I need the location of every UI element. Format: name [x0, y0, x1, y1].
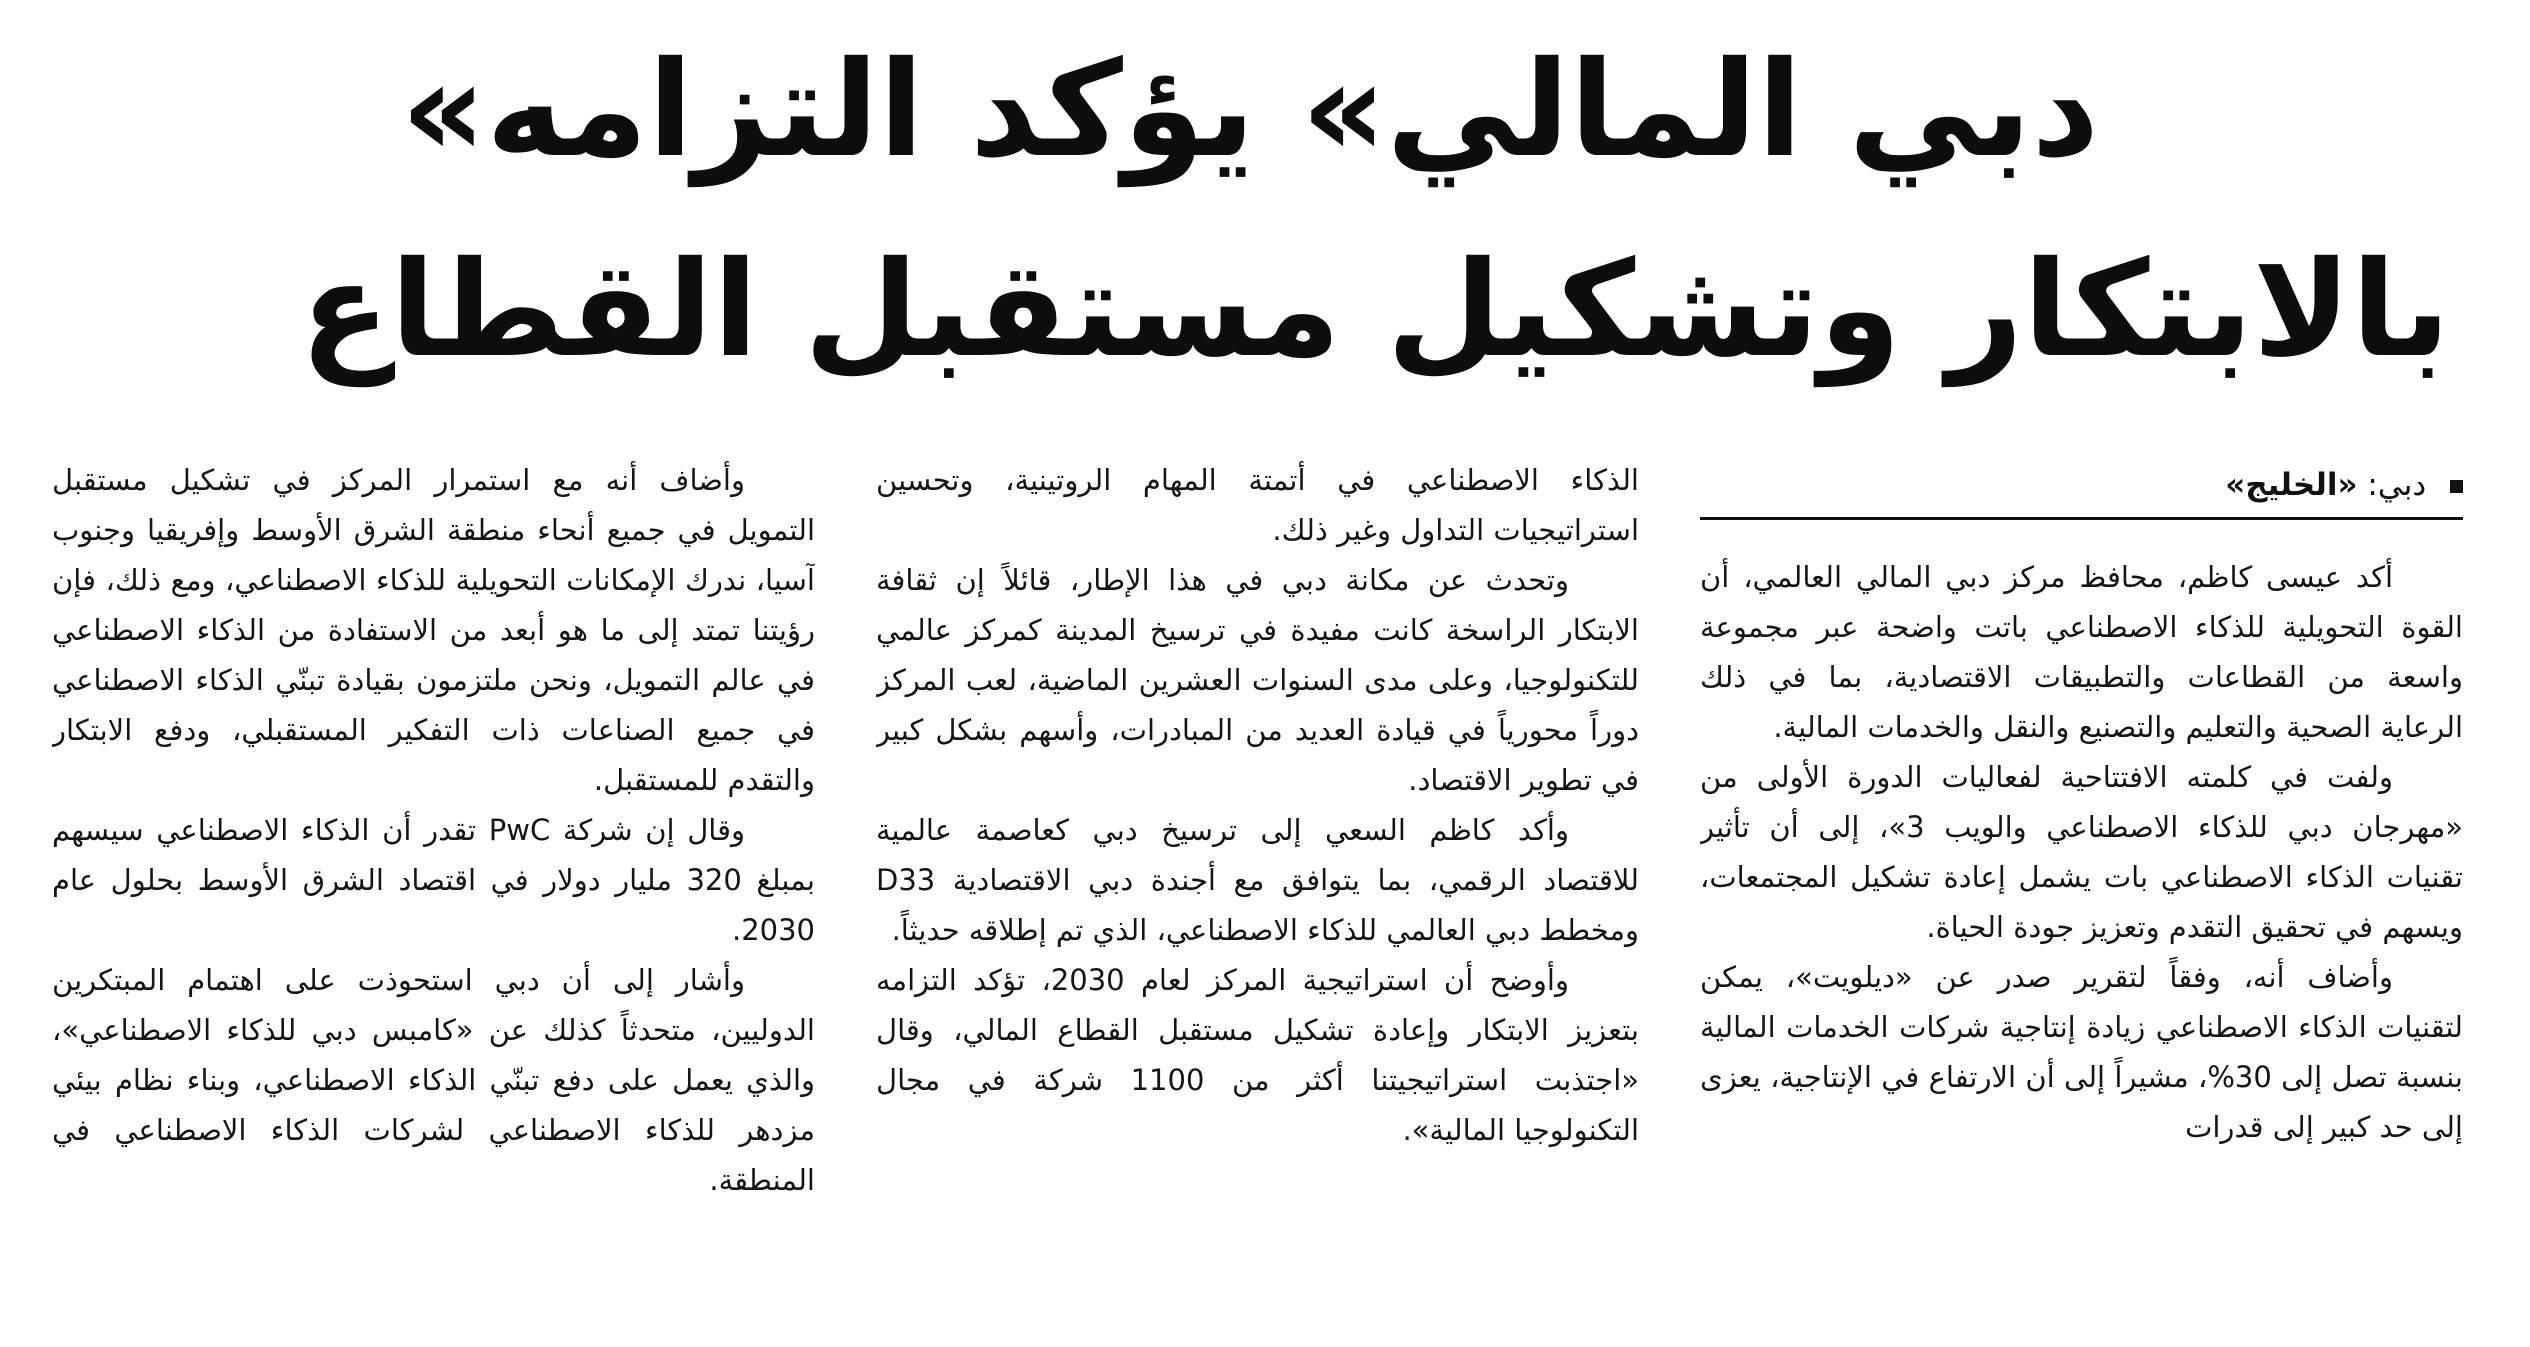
headline-line-2: بالابتكار وتشكيل مستقبل القطاع: [300, 233, 2451, 387]
article-paragraph: وأوضح أن استراتيجية المركز لعام 2030، تؤكد التزامه بتعزيز الابتكار وإعادة تشكيل مستقبل القطاع المالي، وقال «اجتذبت استراتيجيتنا أكثر من 1100 شركة في مجال التكنولوجيا المالية».: [876, 963, 1639, 1147]
article-paragraph: وأشار إلى أن دبي استحوذت على اهتمام المبتكرين الدوليين، متحدثاً كذلك عن «كامبس دبي للذكاء الاصطناعي»، والذي يعمل على دفع تبنّي الذكاء الاصطناعي، وبناء نظام بيئي مزدهر للذكاء الاصطناعي لشركات الذكاء الاصطناعي في المنطقة.: [52, 963, 815, 1197]
article-paragraph: وتحدث عن مكانة دبي في هذا الإطار، قائلاً إن ثقافة الابتكار الراسخة كانت مفيدة في ترسيخ المدينة كمركز عالمي للتكنولوجيا، وعلى مدى السنوات العشرين الماضية، لعب المركز دوراً محورياً في قيادة العديد من المبادرات، وأسهم بشكل كبير في تطوير الاقتصاد.: [876, 563, 1639, 797]
article-column-right: [1700, 552, 2463, 1332]
article-paragraph: وأضاف أنه مع استمرار المركز في تشكيل مستقبل التمويل في جميع أنحاء منطقة الشرق الأوسط وإفريقيا وجنوب آسيا، ندرك الإمكانات التحويلية للذكاء الاصطناعي، ومع ذلك، فإن رؤيتنا تمتد إلى ما هو أبعد من الاستفادة من الذكاء الاصطناعي في عالم التمويل، ونحن ملتزمون بقيادة تبنّي الذكاء الاصطناعي في جميع الصناعات ذات التفكير المستقبلي، ودفع الابتكار والتقدم للمستقبل.: [52, 463, 815, 797]
bullet-square-icon: [2450, 480, 2463, 493]
article-paragraph: ولفت في كلمته الافتتاحية لفعاليات الدورة الأولى من «مهرجان دبي للذكاء الاصطناعي والويب 3»، إلى أن تأثير تقنيات الذكاء الاصطناعي بات يشمل إعادة تشكيل المجتمعات، ويسهم في تحقيق التقدم وتعزيز جودة الحياة.: [1700, 760, 2463, 944]
headline-line-1: «دبي المالي» يؤكد التزامه: [400, 33, 2100, 187]
article-column-left: [52, 455, 815, 1325]
byline: [1700, 455, 2463, 520]
article-paragraph: أكد عيسى كاظم، محافظ مركز دبي المالي العالمي، أن القوة التحويلية للذكاء الاصطناعي باتت واضحة عبر مجموعة واسعة من القطاعات والتطبيقات الاقتصادية، بما في ذلك الرعاية الصحية والتعليم والتصنيع والنقل والخدمات المالية.: [1700, 560, 2463, 744]
byline-source: «الخليج»: [2225, 467, 2358, 503]
article-paragraph-continued: الذكاء الاصطناعي في أتمتة المهام الروتينية، وتحسين استراتيجيات التداول وغير ذلك.: [876, 463, 1639, 547]
article-paragraph: وأكد كاظم السعي إلى ترسيخ دبي كعاصمة عالمية للاقتصاد الرقمي، بما يتوافق مع أجندة دبي الاقتصادية D33 ومخطط دبي العالمي للذكاء الاصطناعي، الذي تم إطلاقه حديثاً.: [876, 813, 1639, 947]
article-paragraph: وأضاف أنه، وفقاً لتقرير صدر عن «ديلويت»، يمكن لتقنيات الذكاء الاصطناعي زيادة إنتاجية شركات الخدمات المالية بنسبة تصل إلى 30%، مشيراً إلى أن الارتفاع في الإنتاجية، يعزى إلى حد كبير إلى قدرات: [1700, 960, 2463, 1144]
byline-city: دبي:: [2367, 467, 2427, 503]
article-paragraph: وقال إن شركة PwC تقدر أن الذكاء الاصطناعي سيسهم بمبلغ 320 مليار دولار في اقتصاد الشرق الأوسط بحلول عام 2030.: [52, 813, 815, 947]
article-column-middle: [876, 455, 1639, 1325]
